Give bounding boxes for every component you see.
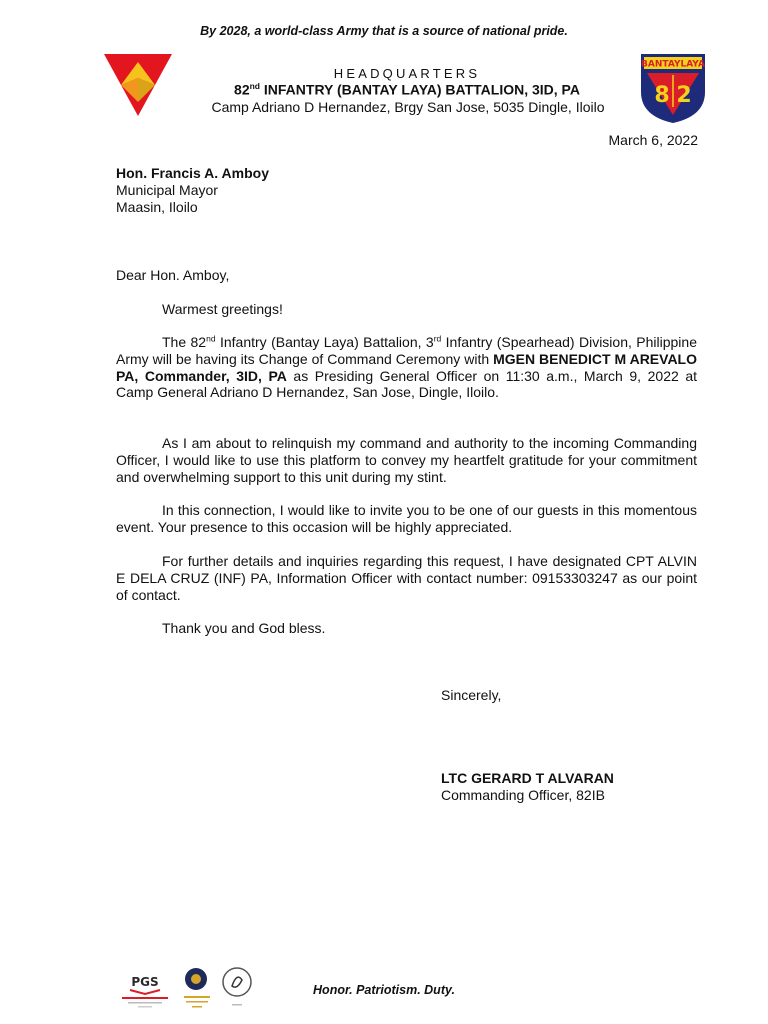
- svg-text:8: 8: [654, 83, 670, 108]
- headquarters-label: HEADQUARTERS: [333, 66, 481, 81]
- paragraph-1: The 82nd Infantry (Bantay Laya) Battalion, 3rd Infantry (Spearhead) Division, Philippine Army will be having its Change of Command Ceremony with MGEN BENEDICT M AREVALO PA, Commander, 3ID, PA as Presiding General Officer on 11:30 a.m., March 9, 2022 at Camp General Adriano D Hernandez, San Jose, Dingle, Iloilo.: [116, 333, 697, 401]
- paragraph-4: For further details and inquiries regarding this request, I have designated CPT ALVIN E DELA CRUZ (INF) PA, Information Officer with contact number: 09153303247 as our point of contact.: [116, 553, 697, 603]
- pgs-logo: [116, 970, 174, 1010]
- recipient-location: Maasin, Iloilo: [116, 199, 198, 215]
- signature-block: [441, 770, 614, 804]
- svg-text:PGS: PGS: [131, 975, 159, 989]
- signatory-name: LTC GERARD T ALVARAN: [441, 770, 614, 786]
- motto: Honor. Patriotism. Duty.: [313, 983, 455, 997]
- recipient-name: Hon. Francis A. Amboy: [116, 165, 269, 181]
- unit-name: 82nd INFANTRY (BANTAY LAYA) BATTALION, 3ID, PA: [234, 81, 580, 98]
- greeting: Warmest greetings!: [162, 301, 283, 317]
- division-triangle-logo: [103, 52, 173, 118]
- salutation: Dear Hon. Amboy,: [116, 267, 230, 283]
- svg-text:2: 2: [676, 83, 692, 108]
- recipient-title: Municipal Mayor: [116, 182, 218, 198]
- battalion-shield-logo: [638, 52, 708, 124]
- vision-statement: By 2028, a world-class Army that is a source of national pride.: [200, 24, 568, 38]
- paragraph-3: In this connection, I would like to invite you to be one of our guests in this momentous event. Your presence to this occasion will be highly appreciated.: [116, 502, 697, 535]
- seal-logo: [180, 966, 216, 1012]
- closing-line: Thank you and God bless.: [162, 620, 326, 636]
- letter-date: March 6, 2022: [608, 132, 698, 148]
- svg-text:BANTAYLAYA: BANTAYLAYA: [641, 59, 705, 70]
- unit-address: Camp Adriano D Hernandez, Brgy San Jose, 5035 Dingle, Iloilo: [211, 99, 605, 115]
- complimentary-close: Sincerely,: [441, 687, 502, 703]
- recipient-block: [116, 165, 269, 216]
- paragraph-2: As I am about to relinquish my command and authority to the incoming Commanding Officer, I would like to use this platform to convey my heartfelt gratitude for your commitment and overwhelming support to this unit during my stint.: [116, 435, 697, 485]
- signatory-position: Commanding Officer, 82IB: [441, 787, 605, 803]
